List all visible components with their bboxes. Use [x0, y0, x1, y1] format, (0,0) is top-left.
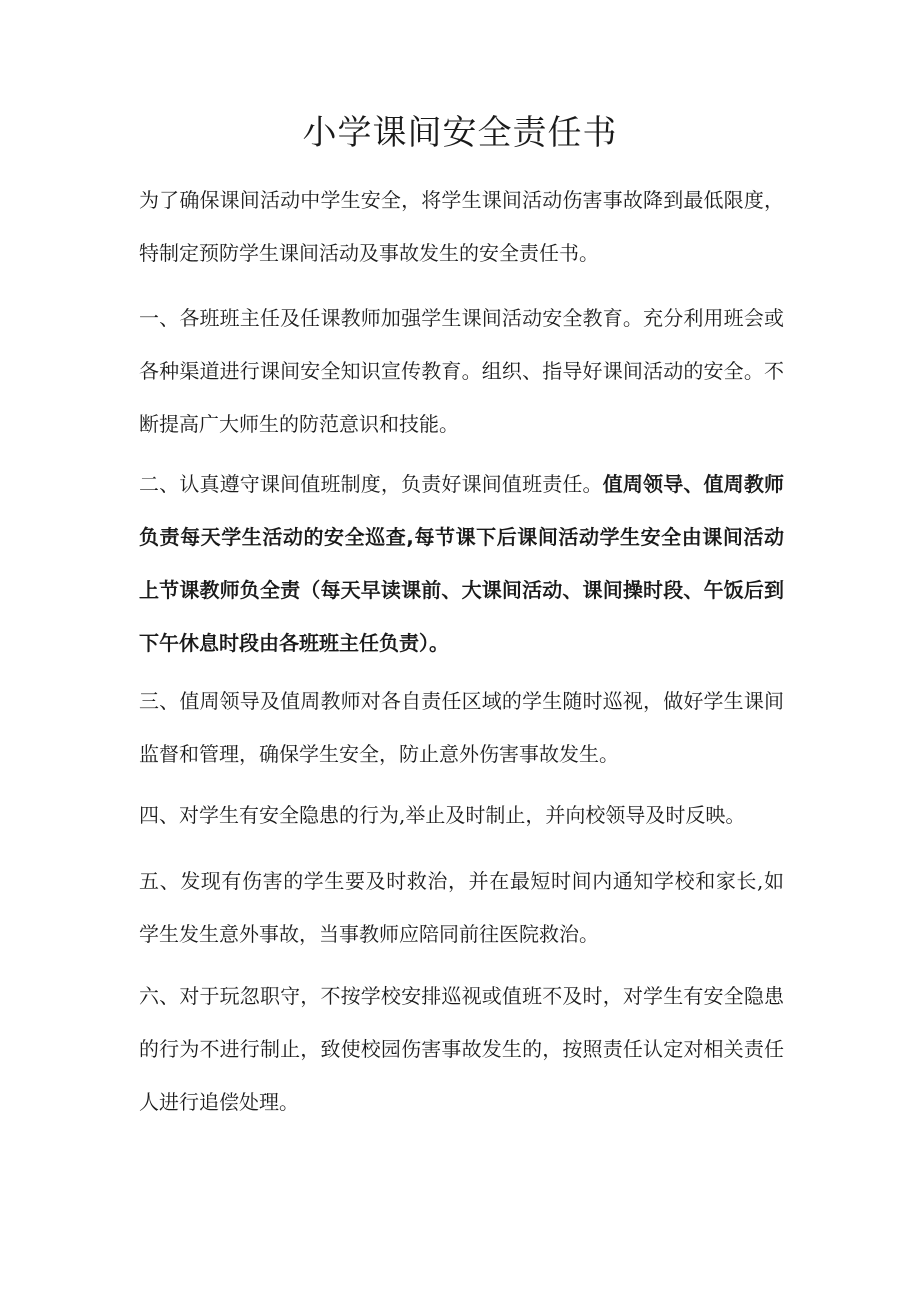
intro-paragraph: 为了确保课间活动中学生安全，将学生课间活动伤害事故降到最低限度，特制定预防学生课间活动及事故发生的安全责任书。: [139, 188, 784, 265]
clause-4-paragraph: 四、对学生有安全隐患的行为,举止及时制止，并向校领导及时反映。: [139, 803, 746, 827]
clause-6-paragraph: 六、对于玩忽职守，不按学校安排巡视或值班不及时，对学生有安全隐患的行为不进行制止，致使校园伤害事故发生的，按照责任认定对相关责任人进行追偿处理。: [139, 984, 784, 1114]
clause-2-paragraph: [139, 458, 784, 670]
clause-1-paragraph: 一、各班班主任及任课教师加强学生课间活动安全教育。充分利用班会或各种渠道进行课间安全知识宣传教育。组织、指导好课间活动的安全。不断提高广大师生的防范意识和技能。: [139, 306, 784, 436]
clause-5-paragraph: 五、发现有伤害的学生要及时救治，并在最短时间内通知学校和家长,如学生发生意外事故，当事教师应陪同前往医院救治。: [139, 869, 784, 946]
clause-2-bold-text: 值周领导、值周教师负责每天学生活动的安全巡查,每节课下后课间活动学生安全由课间活动上节课教师负全责（每天早读课前、大课间活动、课间操时段、午饭后到下午休息时段由各班班主任负责）。: [139, 472, 785, 655]
clause-3-paragraph: 三、值周领导及值周教师对各自责任区域的学生随时巡视，做好学生课间监督和管理，确保学生安全，防止意外伤害事故发生。: [139, 689, 784, 766]
document-title: 小学课间安全责任书: [302, 113, 618, 153]
clause-2-lead-text: 二、认真遵守课间值班制度，负责好课间值班责任。: [139, 472, 603, 496]
